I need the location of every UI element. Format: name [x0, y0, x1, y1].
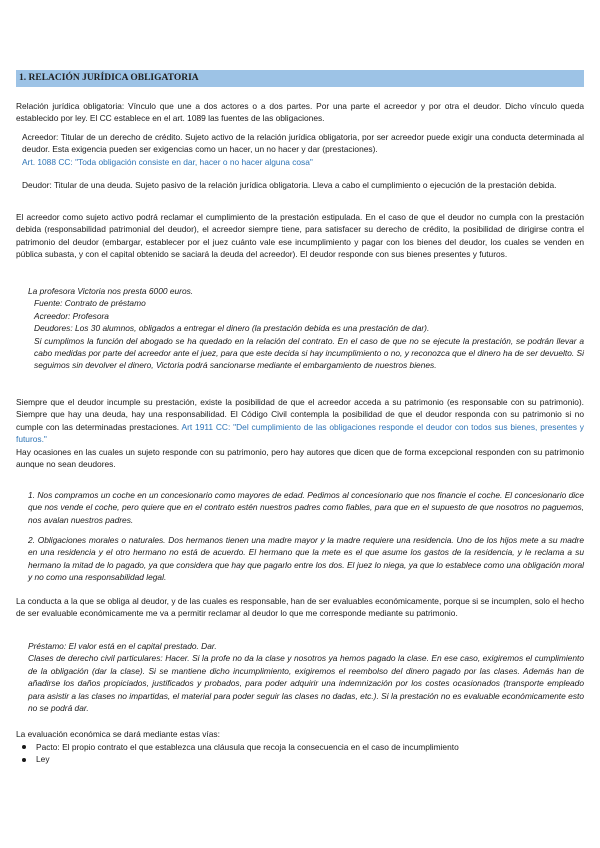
- list-item: [22, 753, 459, 765]
- deudor-definition: Deudor: Titular de una deuda. Sujeto pasivo de la relación jurídica obligatoria. Lleva a cabo el cumplimiento o ejecución de la prestación debida.: [22, 180, 557, 190]
- example-lead: La profesora Victoria nos presta 6000 euros.: [28, 286, 194, 296]
- example-clases: [28, 640, 584, 714]
- bullet-icon: [22, 745, 26, 749]
- bullet-ley: Ley: [36, 754, 50, 765]
- conducta-paragraph: La conducta a la que se obliga al deudor, y de las cuales es responsable, han de ser evaluables económicamente, porque si se incumplen, solo el hecho de ser evaluable económicamente me va a permitir reclamar al deudor lo que me corresponde mediante su patrimonio.: [16, 596, 584, 619]
- art-1911-citation: Art 1911 CC: "Del cumplimiento de las obligaciones responde el deudor con todos sus bienes, presentes y futuros.": [16, 421, 584, 445]
- acreedor-definition: [22, 131, 584, 168]
- evaluacion-intro: La evaluación económica se dará mediante estas vías:: [16, 729, 220, 739]
- evaluacion-list: [22, 741, 459, 766]
- example-body: Si cumplimos la función del abogado se ha quedado en la relación del contrato. En el caso de que no se ejecute la prestación, se podrán llevar a cabo medidas por parte del acreedor ante el juez, para que este decida si hay incumplimiento o no, y reconozca que el dinero ha de ser devuelto. Si seguimos sin devolver el dinero, Victoria podrá sancionarse mediante el embargamiento de nuestros bienes.: [34, 335, 584, 371]
- art-1088-citation: Art. 1088 CC: "Toda obligación consiste en dar, hacer o no hacer alguna cosa": [22, 156, 313, 167]
- reclamar-paragraph: El acreedor como sujeto activo podrá reclamar el cumplimiento de la prestación estipulada. En el caso de que el deudor no cumpla con la prestación debida (responsabilidad patrimonial del deudor), el acreedor siempre tiene, para satisfacer su derecho de crédito, la posibilidad de dirigirse contra el patrimonio del deudor (embargar, establecer por el juez cuánto vale ese incumplimiento y pagar con los bienes del deudor, los cuales se venden en pública subasta, y con el capital obtenido se saciará la deuda del acreedor). El deudor responde con sus bienes presentes y futuros.: [16, 212, 584, 260]
- bullet-pacto: Pacto: El propio contrato el que establezca una cláusula que recoja la consecuencia en el caso de incumplimiento: [36, 742, 459, 752]
- example-clases-body: Clases de derecho civil particulares: Hacer. Si la profe no da la clase y nosotros ya hemos pagado la clase. En ese caso, exigiremos el cumplimiento de la obligación (dar la clase). Si se mantiene dicho incumplimiento, exigiremos el reembolso del dinero pagado por las clases. Además han de añadirse los daños propiciados, justificados y probados, para poder adquirir una indemnización por los costes ocasionados (transporte empleado para asistir a las clases no impartidas, el material para poder seguir las clases no dadas, etc.). Si la prestación no es evaluable económicamente esto no se podrá dar.: [28, 653, 584, 714]
- ocasiones-paragraph: Hay ocasiones en las cuales un sujeto responde con su patrimonio, pero hay autores que dicen que de forma excepcional responden con su patrimonio aunque no sean deudores.: [16, 447, 584, 470]
- acreedor-text: Acreedor: Titular de un derecho de crédito. Sujeto activo de la relación jurídica obligatoria, por ser acreedor puede exigir una conducta determinada al deudor. Esta exigencia pueden ser exigencias como un hacer, un no hacer y dar (prestaciones).: [22, 132, 584, 155]
- bullet-icon: [22, 758, 26, 762]
- section-heading: 1. RELACIÓN JURÍDICA OBLIGATORIA: [16, 70, 584, 87]
- example-acreedor: Acreedor: Profesora: [34, 310, 109, 321]
- siempre-paragraph: [16, 396, 584, 446]
- intro-paragraph: Relación jurídica obligatoria: Vínculo que une a dos actores o a dos partes. Por una parte el acreedor y por otra el deudor. Dicho vínculo queda establecido por ley. El CC establece en el art. 1089 las fuentes de las obligaciones.: [16, 101, 584, 124]
- example-prestamo: [28, 285, 584, 372]
- example-fuente: Fuente: Contrato de préstamo: [34, 298, 146, 309]
- case-concesionario: 1. Nos compramos un coche en un concesionario como mayores de edad. Pedimos al concesionario que nos financie el coche. El concesionario dice que nos vende el coche, pero quiere que en el contrato estén nuestros padres como fiables, para que en el supuesto de que nosotros no paguemos, nos avalan nuestros padres.: [28, 490, 584, 525]
- list-item: [22, 741, 459, 753]
- example-prestamo-dar: Préstamo: El valor está en el capital prestado. Dar.: [28, 641, 217, 651]
- example-deudores: Deudores: Los 30 alumnos, obligados a entregar el dinero (la prestación debida es una prestación de dar).: [34, 323, 430, 334]
- siempre-text: Siempre que el deudor incumple su prestación, existe la posibilidad de que el acreedor acceda a su patrimonio (es responsable con su patrimonio). Siempre que hay una deuda, hay una responsabilidad. El Código Civil contempla la posibilidad de que el deudor responda con su patrimonio si no cumple con las determinadas prestaciones.: [16, 397, 584, 432]
- case-obligaciones-morales: 2. Obligaciones morales o naturales. Dos hermanos tienen una madre mayor y la madre requiere una residencia. Uno de los hijos mete a su madre en una residencia y el otro hermano no está de acuerdo. El hermano que la mete es el que asume los gastos de la residencia, y le reclama a su hermano la mitad de lo pagado, ya que considera que hay que pagarlo entre los dos. El juez lo niega, ya que lo establece como una obligación moral y no como una responsabilidad legal.: [28, 535, 584, 583]
